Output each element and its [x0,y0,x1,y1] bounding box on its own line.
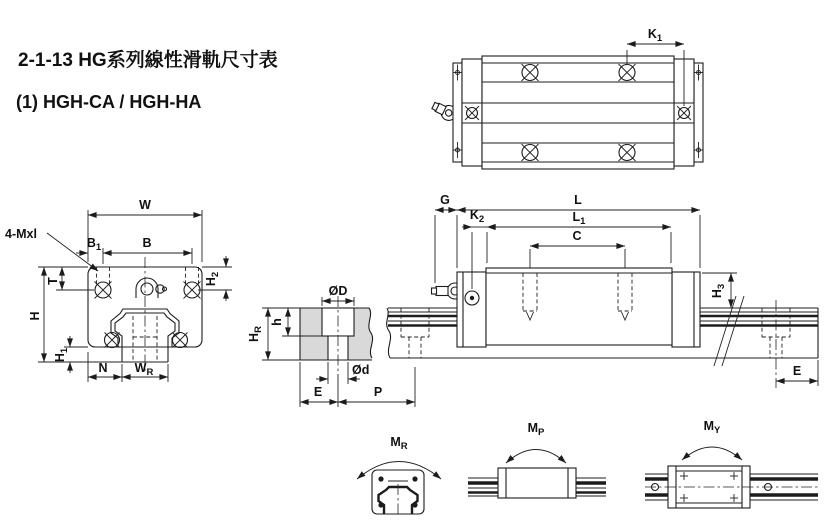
front-view-drawing [5,198,232,382]
dim-label-mxl: 4-Mxl [5,227,37,241]
dim-label-t: T [46,277,60,285]
title-block [16,48,278,112]
rail-section-drawing [247,284,415,407]
dim-label-small-h: h [270,318,284,326]
dim-label-hr: $H_R$ [247,326,264,342]
dim-label-p: P [373,385,383,399]
dim-label-mr: $M_R$ [390,435,408,452]
dim-label-b: B [142,236,152,250]
page-title: 2-1-13 HG系列線性滑軌尺寸表 [18,50,278,71]
dim-label-b1: $B_1$ [86,236,102,253]
dim-label-h2: $H_2$ [204,271,221,287]
dim-label-my: $M_Y$ [703,419,721,436]
dim-label-l1: $L_1$ [572,210,586,227]
side-view-drawing [387,193,818,388]
dim-label-w: W [139,198,151,212]
dim-label-mp: $M_P$ [527,421,545,438]
moment-mp-icon [468,421,606,498]
dim-label-c: C [572,229,582,243]
dim-label-l: L [574,193,582,207]
dim-label-diad: Ød [352,363,370,377]
dim-label-k2: $K_2$ [469,208,485,225]
dim-label-wr: $W_R$ [134,361,154,378]
top-view-drawing [430,27,703,169]
dim-label-h3: $H_3$ [710,283,727,299]
moment-mr-icon [357,435,441,517]
dim-label-e-left: E [313,385,323,399]
page-subtitle: (1) HGH-CA / HGH-HA [16,92,202,112]
dim-label-diaD: ØD [328,284,348,298]
moment-my-icon [645,419,818,508]
dim-label-k1: $K_1$ [647,27,663,44]
dim-label-e-right: E [792,364,802,378]
dim-label-g: G [440,193,450,207]
dim-label-n: N [98,361,108,375]
dim-label-h: H [28,311,42,321]
dim-label-h1: $H_1$ [53,347,70,363]
